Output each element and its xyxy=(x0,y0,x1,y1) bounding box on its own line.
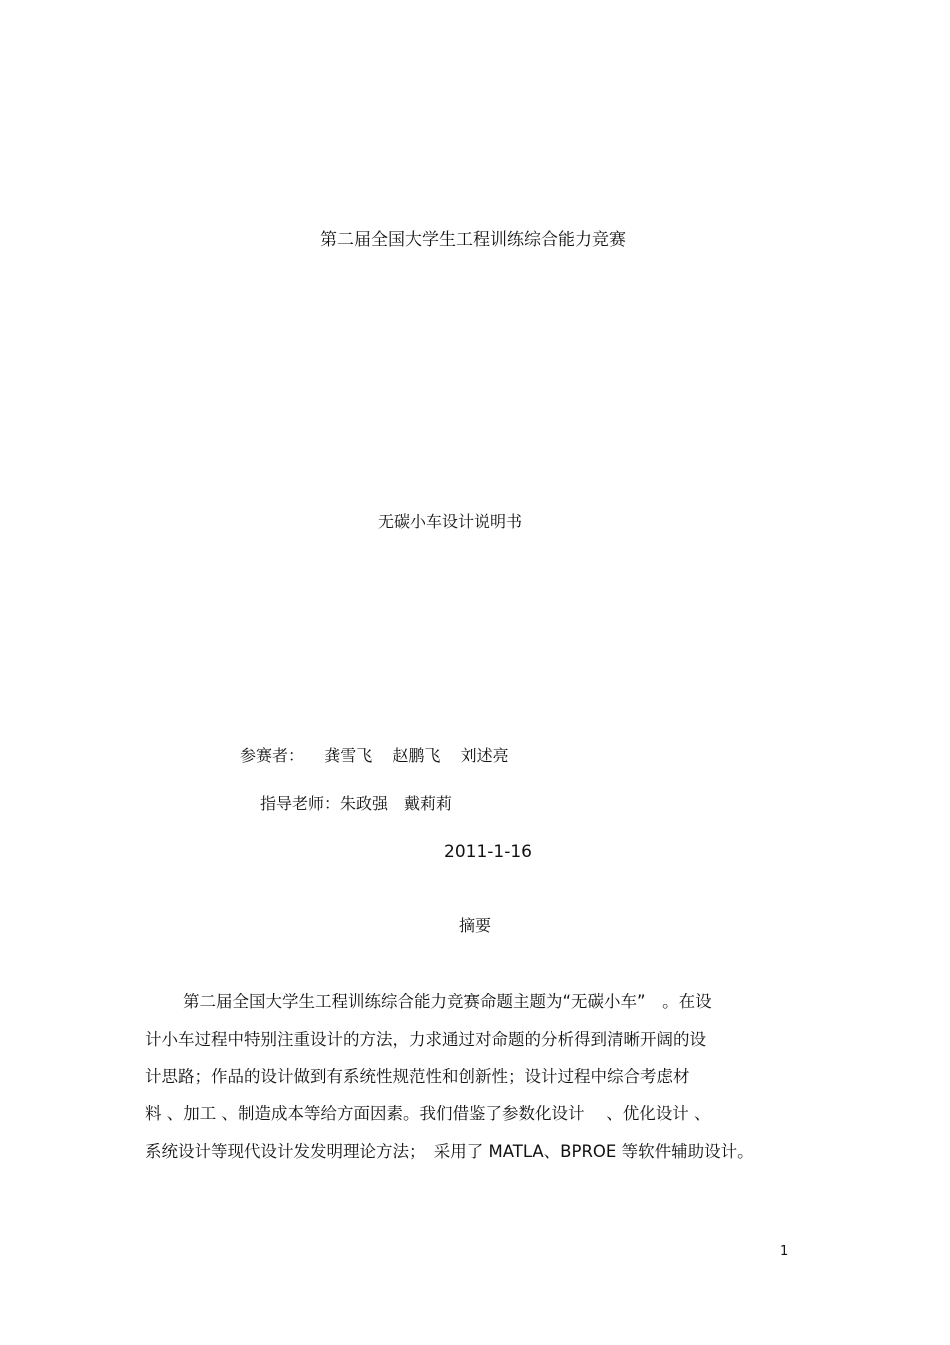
participants-line xyxy=(240,746,509,766)
competition-title: 第二届全国大学生工程训练综合能力竞赛 xyxy=(320,230,626,250)
abstract-line: 计思路；作品的设计做到有系统性规范性和创新性；设计过程中综合考虑材 xyxy=(145,1067,690,1086)
abstract-line: 第二届全国大学生工程训练综合能力竞赛命题主题为“无碳小车” 。在设 xyxy=(183,992,712,1011)
abstract-line: 料 、加工 、制造成本等给方面因素。我们借鉴了参数化设计 、优化设计 、 xyxy=(145,1104,711,1123)
abstract-heading: 摘要 xyxy=(458,916,491,935)
abstract-line: 系统设计等现代设计发发明理论方法； 采用了 MATLA、BPROE 等软件辅助设计。 xyxy=(145,1142,754,1161)
abstract-line: 计小车过程中特别注重设计的方法，力求通过对命题的分析得到清晰开阔的设 xyxy=(145,1030,706,1049)
participant-name: 刘述亮 xyxy=(460,746,509,765)
participants-label: 参赛者： xyxy=(240,746,305,765)
participant-name: 赵鹏飞 xyxy=(392,746,441,765)
participant-name: 龚雪飞 xyxy=(324,746,373,765)
document-date: 2011-1-16 xyxy=(444,842,532,862)
document-subtitle: 无碳小车设计说明书 xyxy=(378,512,523,531)
advisors-line: 指导老师：朱政强 戴莉莉 xyxy=(260,794,453,813)
page-number: 1 xyxy=(780,1244,789,1259)
